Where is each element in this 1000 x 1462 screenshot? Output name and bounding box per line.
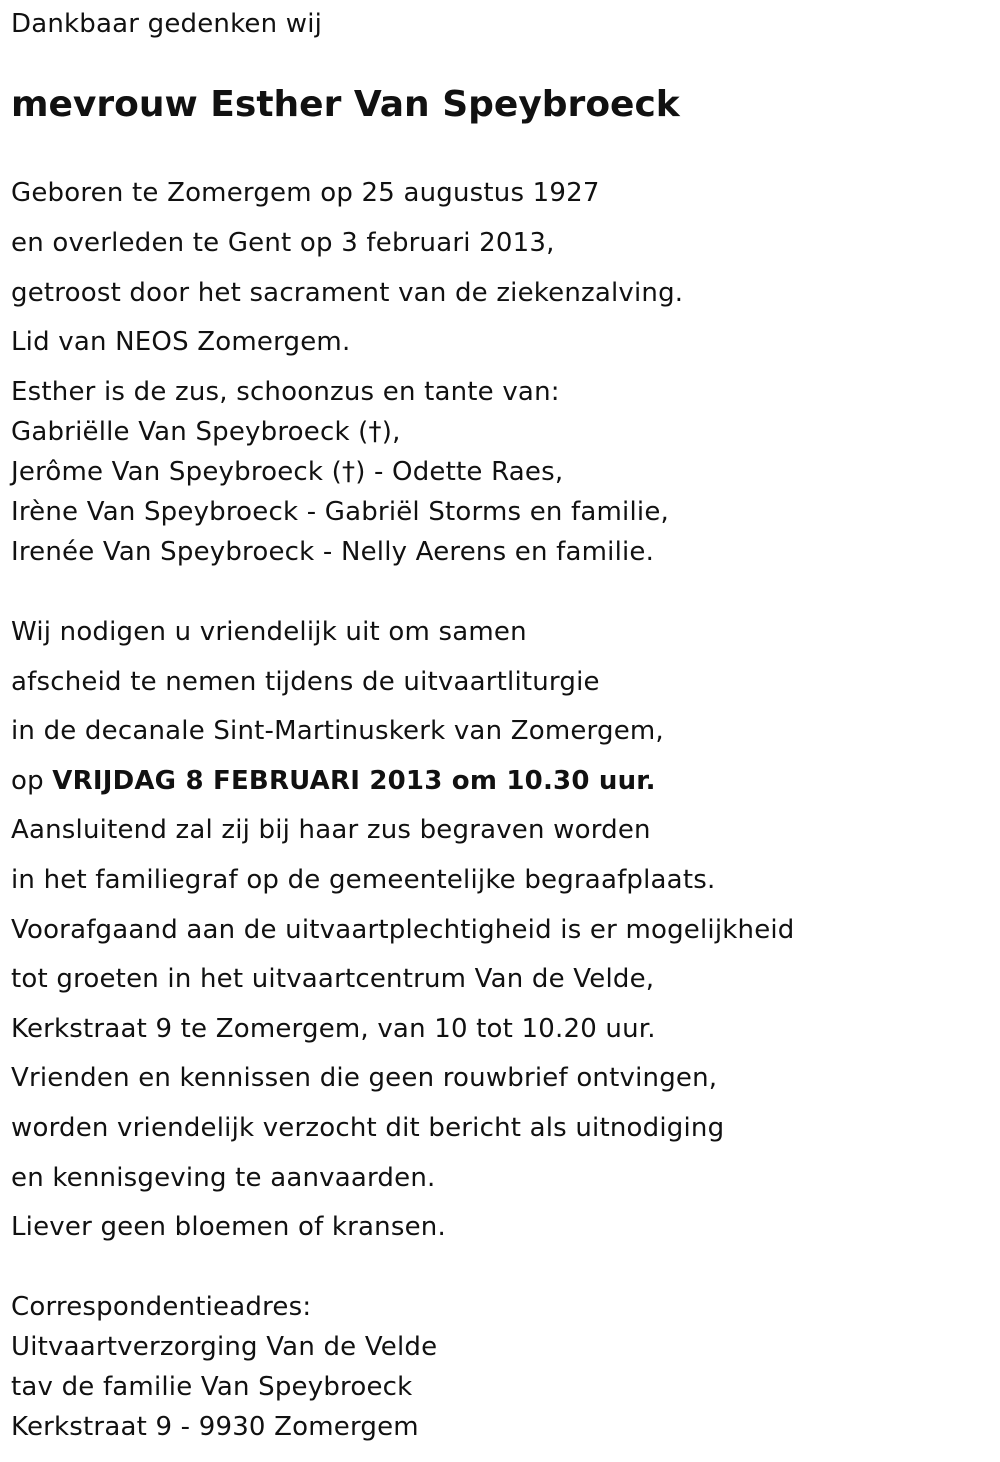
bio-line: Lid van NEOS Zomergem. bbox=[11, 327, 351, 357]
date-prefix: op bbox=[11, 766, 53, 796]
correspondence-line: Kerkstraat 9 - 9930 Zomergem bbox=[11, 1412, 419, 1442]
bio-line: Geboren te Zomergem op 25 augustus 1927 bbox=[11, 178, 600, 208]
correspondence-line: tav de familie Van Speybroeck bbox=[11, 1372, 413, 1402]
ceremony-date: VRIJDAG 8 FEBRUARI 2013 om 10.30 uur. bbox=[52, 766, 656, 796]
invitation-line: afscheid te nemen tijdens de uitvaartliturgie bbox=[11, 667, 600, 697]
family-line: Gabriëlle Van Speybroeck (†), bbox=[11, 417, 401, 447]
correspondence-line: Uitvaartverzorging Van de Velde bbox=[11, 1332, 438, 1362]
details-line: in het familiegraf op de gemeentelijke begraafplaats. bbox=[11, 865, 716, 895]
invitation-line: Wij nodigen u vriendelijk uit om samen bbox=[11, 617, 527, 647]
details-line: Kerkstraat 9 te Zomergem, van 10 tot 10.20 uur. bbox=[11, 1014, 656, 1044]
details-line: worden vriendelijk verzocht dit bericht als uitnodiging bbox=[11, 1113, 725, 1143]
details-line: tot groeten in het uitvaartcentrum Van de Velde, bbox=[11, 964, 655, 994]
family-line: Jerôme Van Speybroeck (†) - Odette Raes, bbox=[11, 457, 564, 487]
details-line: Aansluitend zal zij bij haar zus begraven worden bbox=[11, 815, 651, 845]
intro-line: Dankbaar gedenken wij bbox=[11, 9, 323, 39]
family-line: Irenée Van Speybroeck - Nelly Aerens en familie. bbox=[11, 537, 655, 567]
details-line: Vrienden en kennissen die geen rouwbrief ontvingen, bbox=[11, 1063, 718, 1093]
family-line: Irène Van Speybroeck - Gabriël Storms en familie, bbox=[11, 497, 669, 527]
deceased-name: mevrouw Esther Van Speybroeck bbox=[11, 84, 680, 125]
details-line: en kennisgeving te aanvaarden. bbox=[11, 1163, 436, 1193]
invitation-line: in de decanale Sint-Martinuskerk van Zomergem, bbox=[11, 716, 664, 746]
bio-line: en overleden te Gent op 3 februari 2013, bbox=[11, 228, 555, 258]
details-line: Voorafgaand aan de uitvaartplechtigheid is er mogelijkheid bbox=[11, 915, 795, 945]
bio-line: getroost door het sacrament van de ziekenzalving. bbox=[11, 278, 684, 308]
correspondence-line: Correspondentieadres: bbox=[11, 1292, 312, 1322]
details-line: Liever geen bloemen of kransen. bbox=[11, 1212, 446, 1242]
family-line: Esther is de zus, schoonzus en tante van: bbox=[11, 377, 560, 407]
ceremony-date-line bbox=[11, 766, 656, 796]
